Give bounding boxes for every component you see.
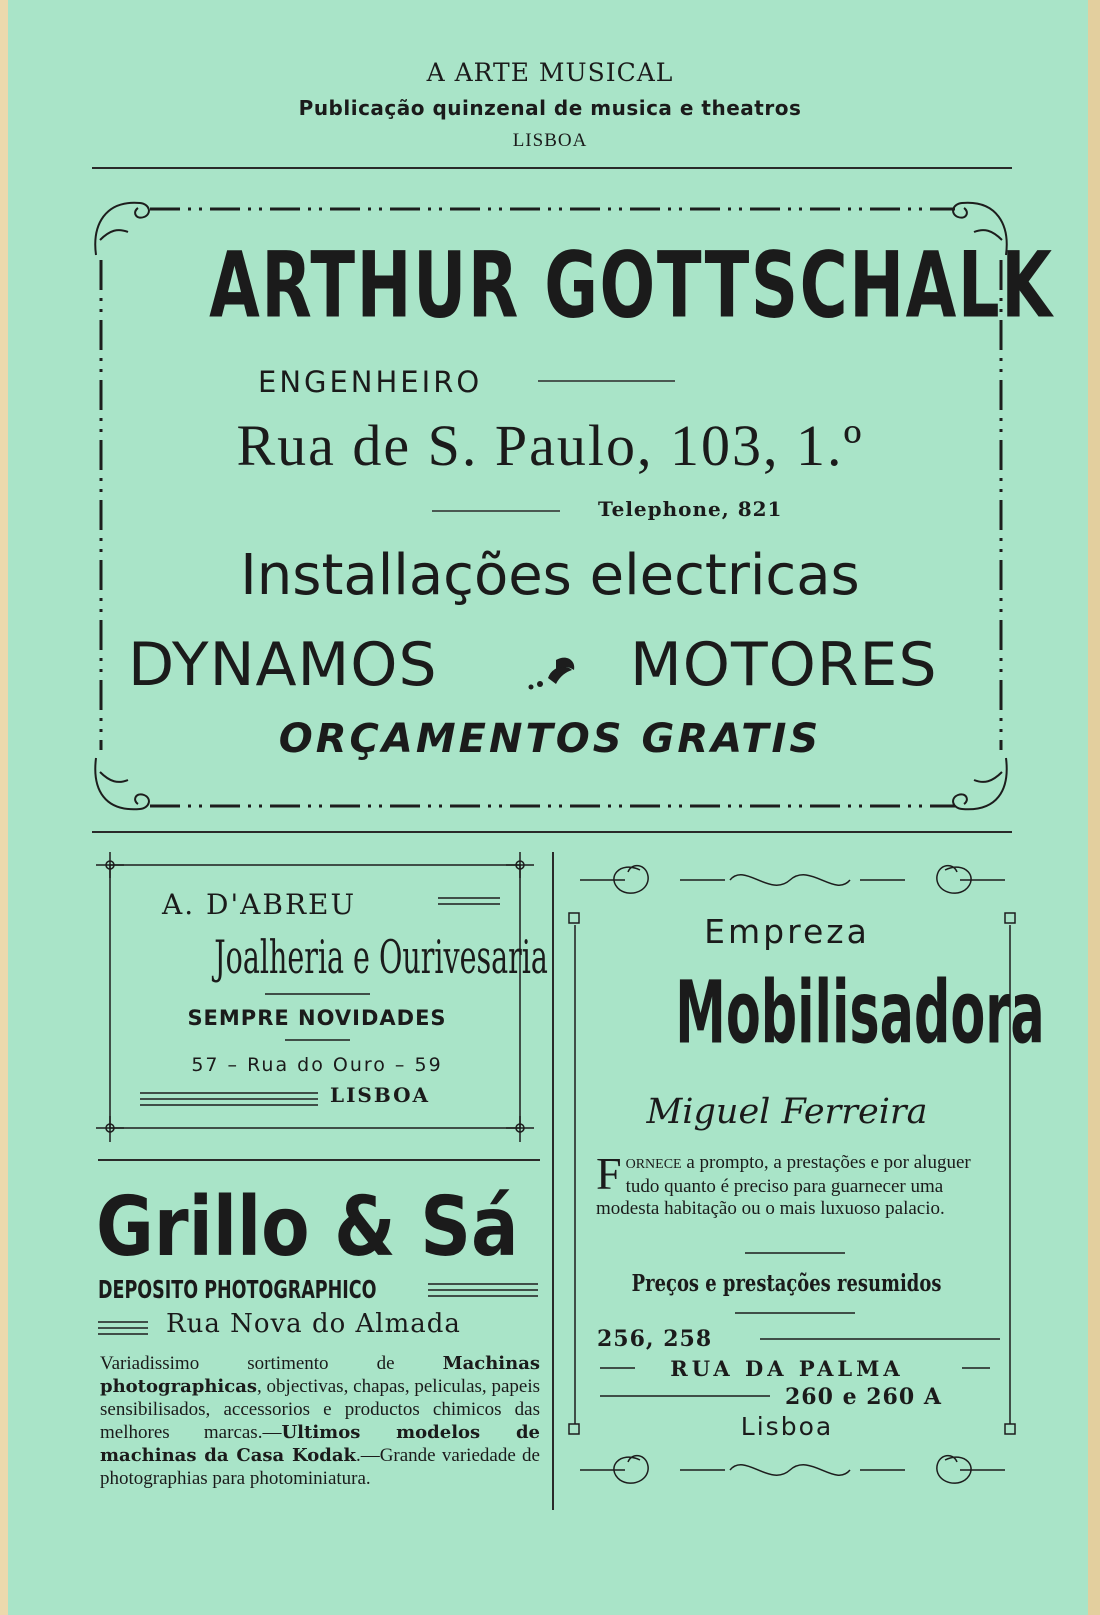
company-street: RUA DA PALMA (670, 1356, 904, 1381)
company-label: Empreza (704, 912, 870, 951)
company-city: Lisboa (740, 1412, 834, 1441)
company-prices: Preços e prestações resumidos (632, 1270, 942, 1297)
company-numbers-2: 260 e 260 A (785, 1384, 942, 1410)
jeweler-city: LISBOA (330, 1083, 431, 1107)
jeweler-trade: Joalheria e Ourivesaria (214, 930, 548, 984)
journal-subtitle: Publicação quinzenal de musica e theatros (298, 96, 802, 120)
photo-shop-description: Variadissimo sortimento de Machinas photographicas, objectivas, chapas, peliculas, papeis sensibilisados, accessorios e productos chimicos das melhores marcas.—Ultimos modelos de machinas da Casa Kodak.—Grande variedade de photographias para photominiatura. (100, 1353, 541, 1489)
advertiser-service: Installações electricas (240, 543, 860, 608)
jeweler-name: A. D'ABREU (162, 888, 357, 921)
jeweler-slogan: SEMPRE NOVIDADES (187, 1006, 447, 1030)
advertiser-telephone: Telephone, 821 (598, 497, 783, 521)
photo-shop-business: DEPOSITO PHOTOGRAPHICO (98, 1275, 377, 1304)
advertiser-name: ARTHUR GOTTSCHALK (209, 232, 1054, 338)
company-name: Mobilisadora (675, 963, 1045, 1064)
advertiser-quotes: ORÇAMENTOS GRATIS (278, 716, 822, 762)
leaf-ornament-icon (529, 658, 575, 690)
product-motores: MOTORES (630, 630, 938, 700)
company-owner: Miguel Ferreira (646, 1092, 928, 1132)
company-numbers-1: 256, 258 (597, 1326, 713, 1352)
jeweler-address: 57 – Rua do Ouro – 59 (191, 1054, 443, 1076)
photo-shop-name: Grillo & Sá (96, 1180, 519, 1275)
company-description: FORNECE a prompto, a prestações e por aluguer tudo quanto é preciso para guarnecer uma modesta habitação ou o mais luxuoso palacio. (596, 1148, 971, 1219)
photo-shop-address: Rua Nova do Almada (166, 1309, 461, 1339)
advertiser-profession: ENGENHEIRO (258, 365, 483, 399)
journal-title: A ARTE MUSICAL (426, 58, 674, 87)
journal-city: LISBOA (512, 130, 588, 151)
product-dynamos: DYNAMOS (128, 630, 438, 700)
advertiser-address: Rua de S. Paulo, 103, 1.º (236, 413, 864, 478)
